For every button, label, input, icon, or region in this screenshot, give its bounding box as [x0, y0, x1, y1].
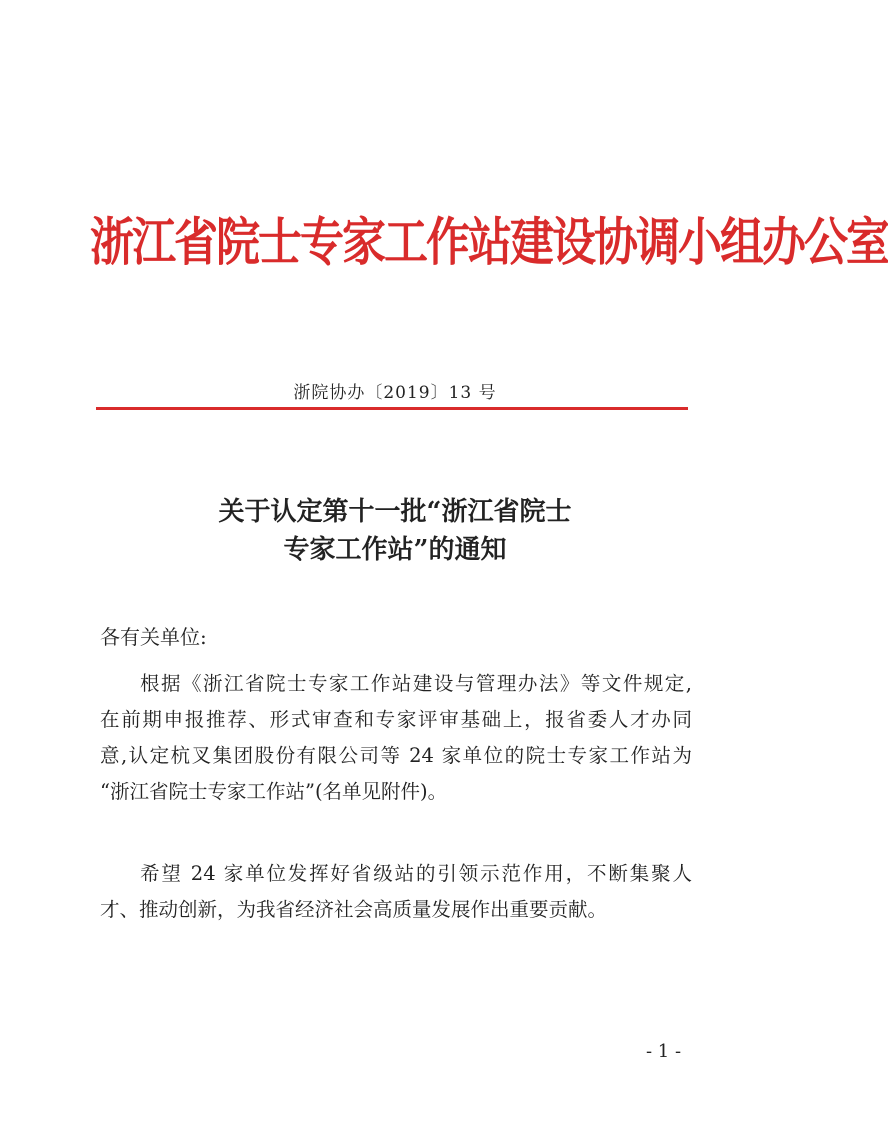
notice-title-line: 关于认定第十一批“浙江省院士	[218, 497, 572, 527]
paragraph-line: “浙江省院士专家工作站”(名单见附件)。	[100, 780, 448, 803]
paragraph-line: 才、推动创新，为我省经济社会高质量发展作出重要贡献。	[100, 898, 608, 921]
notice-title	[96, 493, 694, 569]
salutation: 各有关单位:	[100, 625, 207, 649]
page-number: - 1 -	[646, 1041, 682, 1062]
paragraph-line: 在前期申报推荐、形式审查和专家评审基础上，报省委人才办同	[100, 708, 692, 731]
notice-title-line: 专家工作站”的通知	[283, 535, 507, 565]
paragraph-line: 希望 24 家单位发挥好省级站的引领示范作用，不断集聚人	[140, 862, 692, 885]
body-paragraph	[100, 856, 692, 928]
body-paragraph	[100, 666, 692, 810]
issuing-office-header: 浙江省院士专家工作站建设协调小组办公室	[90, 212, 888, 273]
document-number: 浙院协办〔2019〕13 号	[293, 383, 497, 403]
paragraph-line: 意,认定杭叉集团股份有限公司等 24 家单位的院士专家工作站为	[100, 744, 692, 767]
red-divider-line	[96, 407, 688, 410]
paragraph-line: 根据《浙江省院士专家工作站建设与管理办法》等文件规定,	[140, 672, 692, 695]
